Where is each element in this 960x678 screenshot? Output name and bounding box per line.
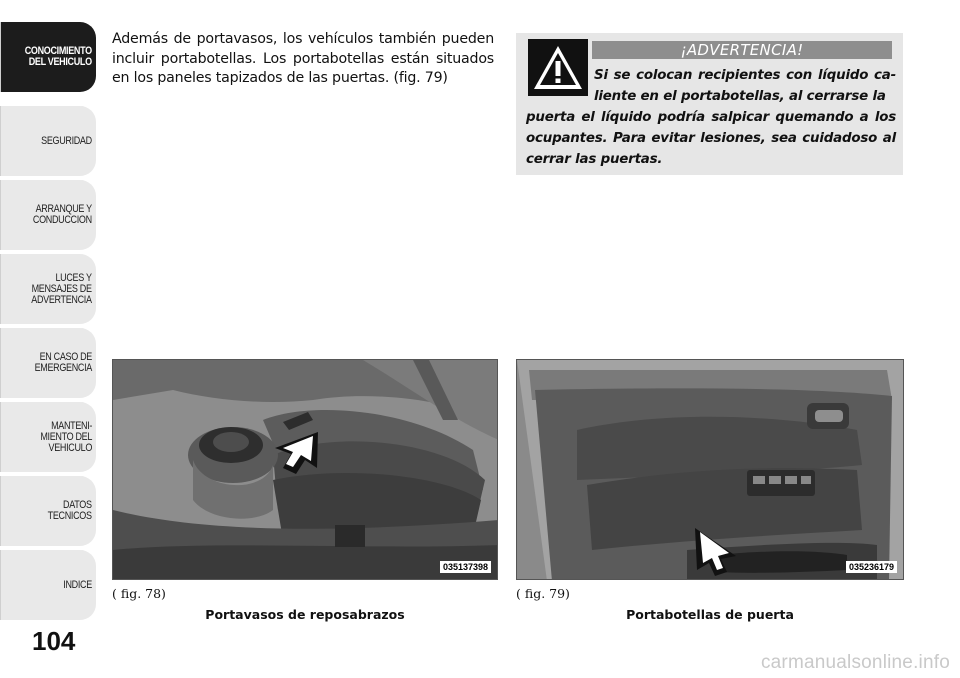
tab-label: EN CASO DE EMERGENCIA — [34, 351, 92, 374]
figure-door-bottle-holder — [516, 359, 904, 580]
figure-number: ( fig. 79) — [516, 586, 570, 601]
tab-indice[interactable] — [0, 550, 96, 620]
tab-luces-y-mensajes[interactable] — [0, 254, 96, 324]
warning-title: ¡ADVERTENCIA! — [592, 41, 892, 59]
tab-arranque-y-conduccion[interactable] — [0, 180, 96, 250]
tab-conocimiento-del-vehiculo[interactable] — [0, 22, 96, 92]
tab-en-caso-de-emergencia[interactable] — [0, 328, 96, 398]
warning-text — [526, 65, 896, 170]
figure-number: ( fig. 78) — [112, 586, 166, 601]
tab-label: CONOCIMIENTO DEL VEHICULO — [24, 45, 92, 68]
tab-label: SEGURIDAD — [41, 134, 92, 147]
figure-armrest-cupholder — [112, 359, 498, 580]
figure-code: 035236179 — [846, 561, 897, 573]
figure-code: 035137398 — [440, 561, 491, 573]
figure-caption: Portabotellas de puerta — [626, 607, 794, 622]
page-number: 104 — [32, 626, 76, 656]
door-panel-illustration — [517, 360, 904, 580]
tab-label: INDICE — [63, 578, 92, 591]
tab-label: LUCES Y MENSAJES DE ADVERTENCIA — [31, 271, 92, 306]
body-paragraph: Además de portavasos, los vehículos también pueden incluir portabotellas. Los portabotellas están situados en los paneles tapizados de las puertas. (fig. 79) — [112, 31, 494, 86]
watermark: carmanualsonline.info — [760, 652, 950, 673]
armrest-illustration — [113, 360, 498, 580]
warning-text-first: Si se colocan recipientes con líquido ca- liente en el portabotellas, al cerrarse la — [594, 68, 896, 104]
tab-label: ARRANQUE Y CONDUCCION — [33, 203, 92, 226]
tab-label: MANTENI- MIENTO DEL VEHICULO — [40, 419, 92, 454]
tab-mantenimiento[interactable] — [0, 402, 96, 472]
tab-seguridad[interactable] — [0, 106, 96, 176]
warning-box — [516, 33, 903, 175]
warning-text-rest: puerta el líquido podría salpicar quemando a los ocupantes. Para evitar lesiones, sea cuidadoso al cerrar las puertas. — [526, 110, 896, 167]
figure-caption: Portavasos de reposabrazos — [205, 607, 405, 622]
tab-datos-tecnicos[interactable] — [0, 476, 96, 546]
tab-label: DATOS TECNICOS — [48, 499, 92, 522]
